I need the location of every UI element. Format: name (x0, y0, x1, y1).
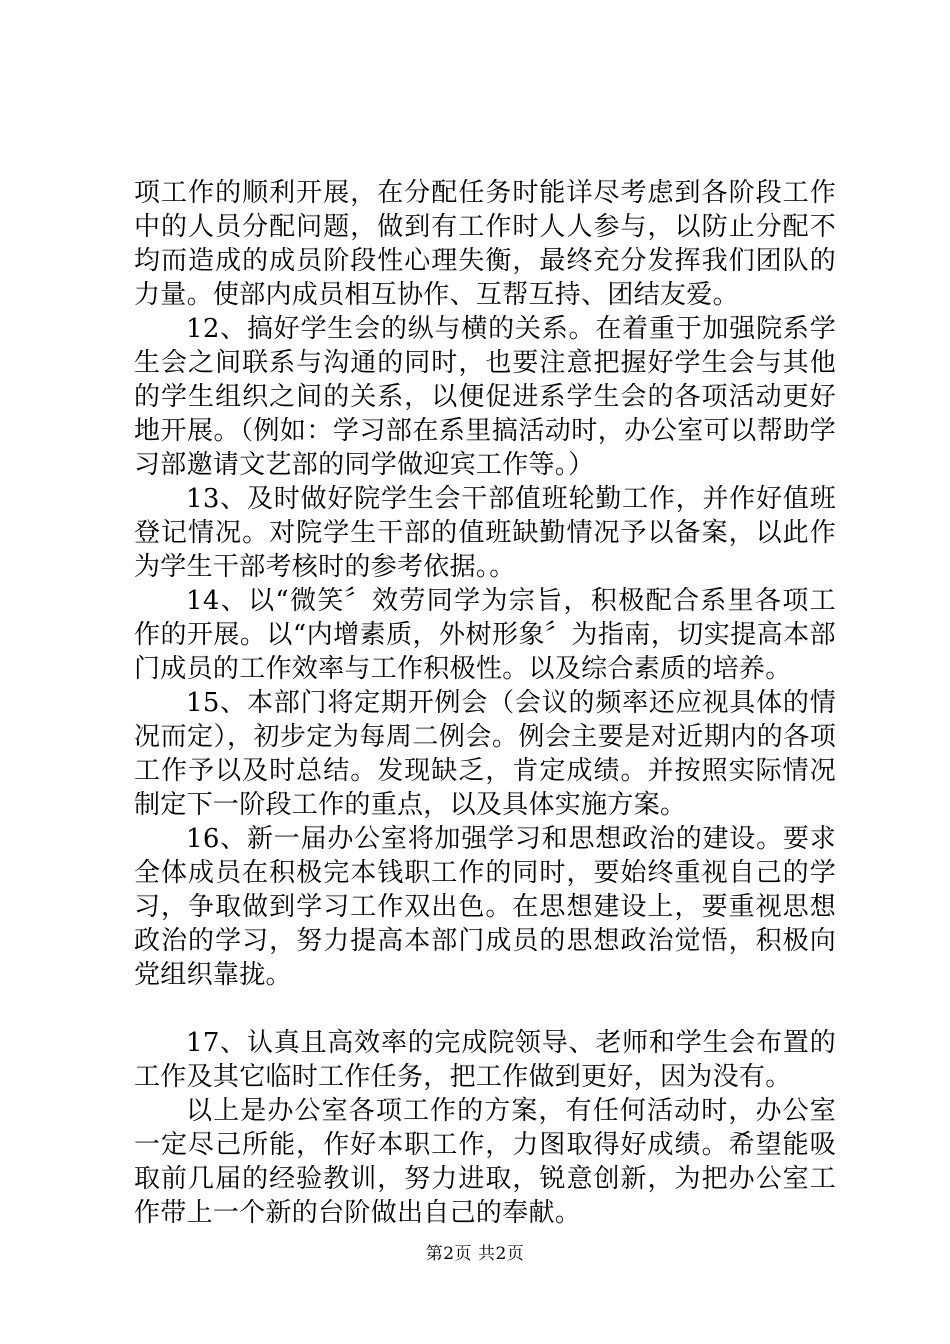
paragraph-item-16: 16、新一届办公室将加强学习和思想政治的建设。要求全体成员在积极完本钱职工作的同时，要始终重视自己的学习，争取做到学习工作双出色。在思想建设上，要重视思想政治的学习，努力提高本部门成员的思想政治觉悟，积极向党组织靠拢。 (134, 824, 836, 990)
paragraph-item-15: 15、本部门将定期开例会（会议的频率还应视具体的情况而定），初步定为每周二例会。例会主要是对近期内的各项工作予以及时总结。发现缺乏，肯定成绩。并按照实际情况制定下一阶段工作的重点，以及具体实施方案。 (134, 688, 836, 820)
paragraph-item-14: 14、以“微笑〞效劳同学为宗旨，积极配合系里各项工作的开展。以“内增素质，外树形象〞为指南，切实提高本部门成员的工作效率与工作积极性。以及综合素质的培养。 (134, 586, 836, 684)
paragraph-item-13: 13、及时做好院学生会干部值班轮勤工作，并作好值班登记情况。对院学生干部的值班缺勤情况予以备案，以此作为学生干部考核时的参考依据。。 (134, 484, 836, 582)
paragraph-conclusion: 以上是办公室各项工作的方案，有任何活动时，办公室一定尽己所能，作好本职工作，力图取得好成绩。希望能吸取前几届的经验教训，努力进取，锐意创新，为把办公室工作带上一个新的台阶做出自己的奉献。 (134, 1096, 836, 1228)
paragraph-item-12: 12、搞好学生会的纵与横的关系。在着重于加强院系学生会之间联系与沟通的同时，也要注意把握好学生会与其他的学生组织之间的关系，以便促进系学生会的各项活动更好地开展。（例如：学习部在系里搞活动时，办公室可以帮助学习部邀请文艺部的同学做迎宾工作等。） (134, 314, 836, 480)
page-footer: 第2页 共2页 (425, 1244, 525, 1264)
paragraph-continuation: 项工作的顺利开展，在分配任务时能详尽考虑到各阶段工作中的人员分配问题，做到有工作时人人参与，以防止分配不均而造成的成员阶段性心理失衡，最终充分发挥我们团队的力量。使部内成员相互协作、互帮互持、团结友爱。 (134, 178, 836, 310)
paragraph-item-17: 17、认真且高效率的完成院领导、老师和学生会布置的工作及其它临时工作任务，把工作做到更好，因为没有。 (134, 1028, 836, 1092)
document-body (134, 176, 836, 1230)
